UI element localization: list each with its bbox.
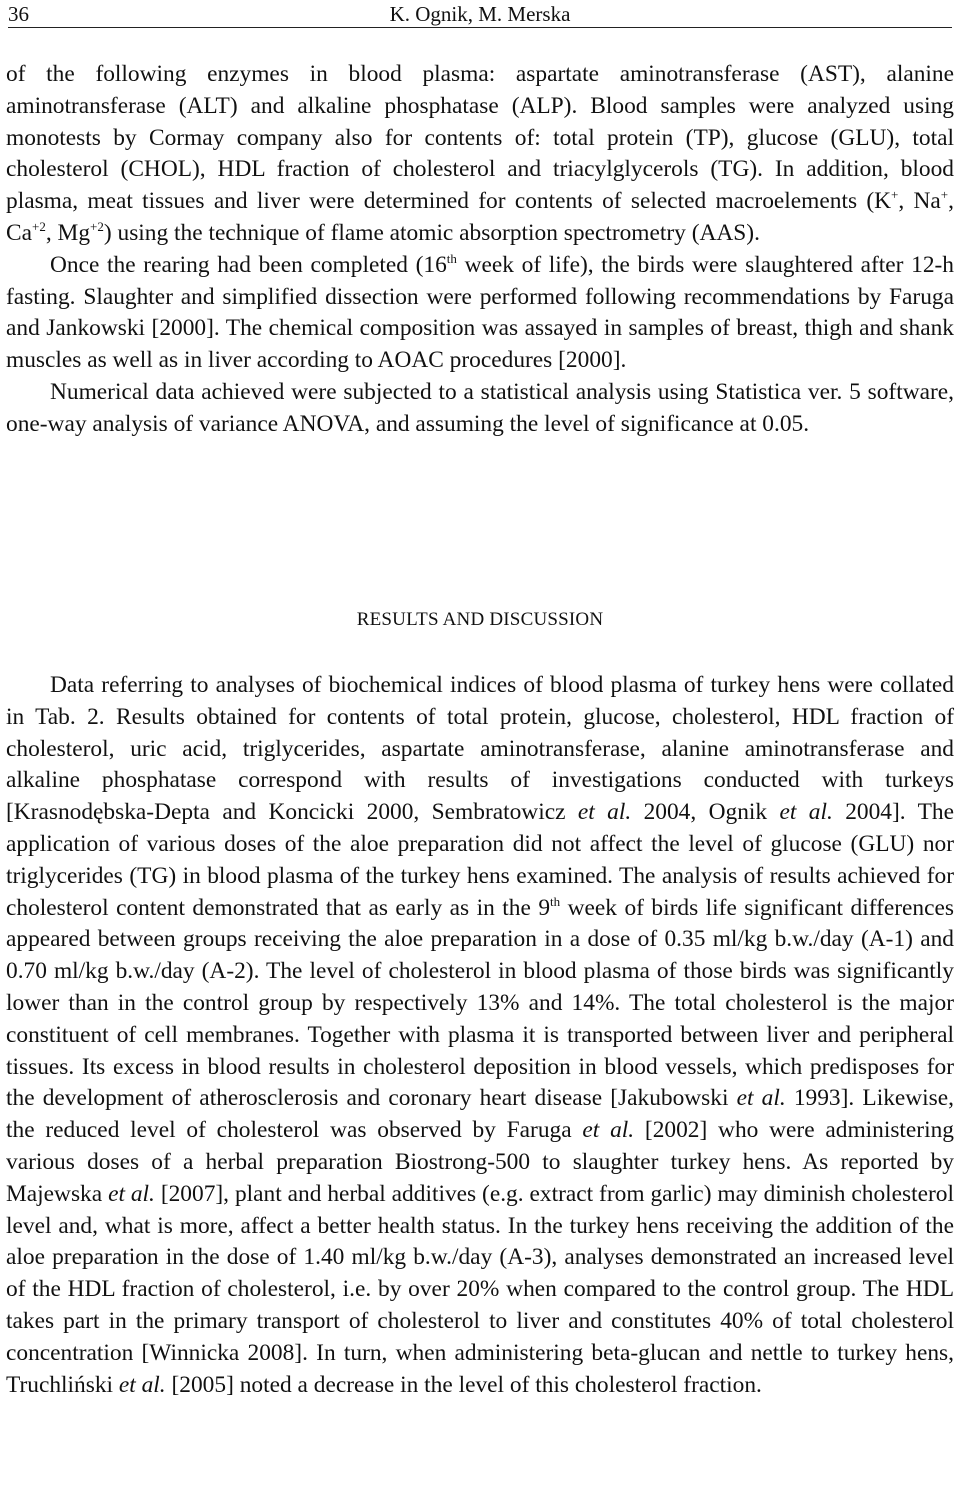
- superscript: +: [940, 187, 949, 203]
- running-header: [8, 0, 952, 28]
- text-run: week of birds life significant differences appeared between groups receiving the aloe preparation in a dose of 0.35 ml/kg b.w./day (A-1) and 0.70 ml/kg b.w./day (A-2). The level of cholesterol in blood plasma of those birds was significantly lower than in the control group by respectively 13% and 14%. The total cholesterol is the major constituent of cell membranes. Together with plasma it is transported between liver and peripheral tissues. Its excess in blood results in cholesterol deposition in blood vessels, which predisposes for the development of atherosclerosis and coronary heart disease [Jakubowski: [6, 894, 954, 1112]
- text-run: of the following enzymes in blood plasma: aspartate aminotransferase (AST), alanine aminotransferase (ALT) and alkaline phosphatase (ALP). Blood samples were analyzed using monotests by Cormay company also for contents of: total protein (TP), glucose (GLU), total cholesterol (CHOL), HDL fraction of cholesterol and triacylglycerols (TG). In addition, blood plasma, meat tissues and liver were determined for contents of selected macroelements (K: [6, 61, 954, 215]
- italic-text: et al.: [582, 1117, 635, 1144]
- superscript: +: [891, 187, 899, 203]
- page-number: 36: [8, 2, 29, 26]
- text-run: week of life), the birds were slaughtered after 12-h fasting. Slaughter and simplified dissection were performed following recommendations by Faruga and Jankowski [2000]. The chemical composition was assayed in samples of breast, thigh and shank muscles as well as in liver according to AOAC procedures [2000].: [6, 251, 955, 374]
- methods-section: [6, 59, 954, 441]
- methods-paragraph-2: [6, 250, 954, 377]
- italic-text: et al.: [577, 799, 632, 826]
- text-run: , Mg: [45, 219, 91, 246]
- results-paragraph: [6, 670, 954, 1401]
- text-run: Data referring to analyses of biochemical indices of blood plasma of turkey hens were collated in Tab. 2. Results obtained for contents of total protein, glucose, cholesterol, HDL fraction of cholesterol, uric acid, triglycerides, aspartate aminotransferase, alanine aminotransferase and alkaline phosphatase correspond with results of investigations conducted with turkeys [Krasnodębska-Depta and Koncicki 2000, Sembratowicz: [6, 672, 954, 826]
- methods-paragraph-3: Numerical data achieved were subjected to a statistical analysis using Statistica ver. 5 software, one-way analysis of variance ANOVA, and assuming the level of significance at 0.05.: [6, 378, 954, 437]
- italic-text: et al.: [736, 1085, 786, 1112]
- superscript: +2: [90, 218, 104, 234]
- italic-text: et al.: [779, 799, 833, 826]
- superscript: th: [446, 250, 457, 266]
- text-run: ) using the technique of flame atomic absorption spectrometry (AAS).: [103, 219, 760, 246]
- text-run: , Ca: [6, 188, 954, 246]
- methods-paragraph-1: [6, 59, 954, 250]
- text-run: 2004, Ognik: [631, 799, 780, 826]
- text-run: 2004]. The application of various doses of the aloe preparation did not affect the level of glucose (GLU) nor triglycerides (TG) in blood plasma of the turkey hens examined. The analysis of results achieved for cholesterol content demonstrated that as early as in the 9: [6, 799, 954, 921]
- italic-text: et al.: [108, 1180, 155, 1207]
- results-section: [6, 670, 954, 1401]
- superscript: th: [550, 893, 561, 909]
- section-heading: RESULTS AND DISCUSSION: [356, 609, 604, 630]
- text-run: [2007], plant and herbal additives (e.g. extract from garlic) may diminish cholesterol level and, what is more, affect a better health status. In the turkey hens receiving the addition of the aloe preparation in the dose of 1.40 ml/kg b.w./day (A-3), analyses demonstrated an increased level of the HDL fraction of cholesterol, i.e. by over 20% when compared to the control group. The HDL takes part in the primary transport of cholesterol to liver and constitutes 40% of total cholesterol concentration [Winnicka 2008]. In turn, when administering beta-glucan and nettle to turkey hens, Truchliński: [6, 1180, 954, 1398]
- text-run: [2002] who were administering various doses of a herbal preparation Biostrong-500 to slaughter turkey hens. As reported by Majewska: [6, 1117, 954, 1207]
- italic-text: et al.: [118, 1371, 166, 1398]
- superscript: +2: [31, 218, 46, 234]
- text-run: Once the rearing had been completed (16: [50, 251, 447, 278]
- text-run: , Na: [898, 188, 941, 215]
- text-run: 1993]. Likewise, the reduced level of cholesterol was observed by Faruga: [6, 1085, 954, 1144]
- running-head-authors: K. Ognik, M. Merska: [389, 2, 571, 26]
- text-run: [2005] noted a decrease in the level of this cholesterol fraction.: [165, 1371, 762, 1398]
